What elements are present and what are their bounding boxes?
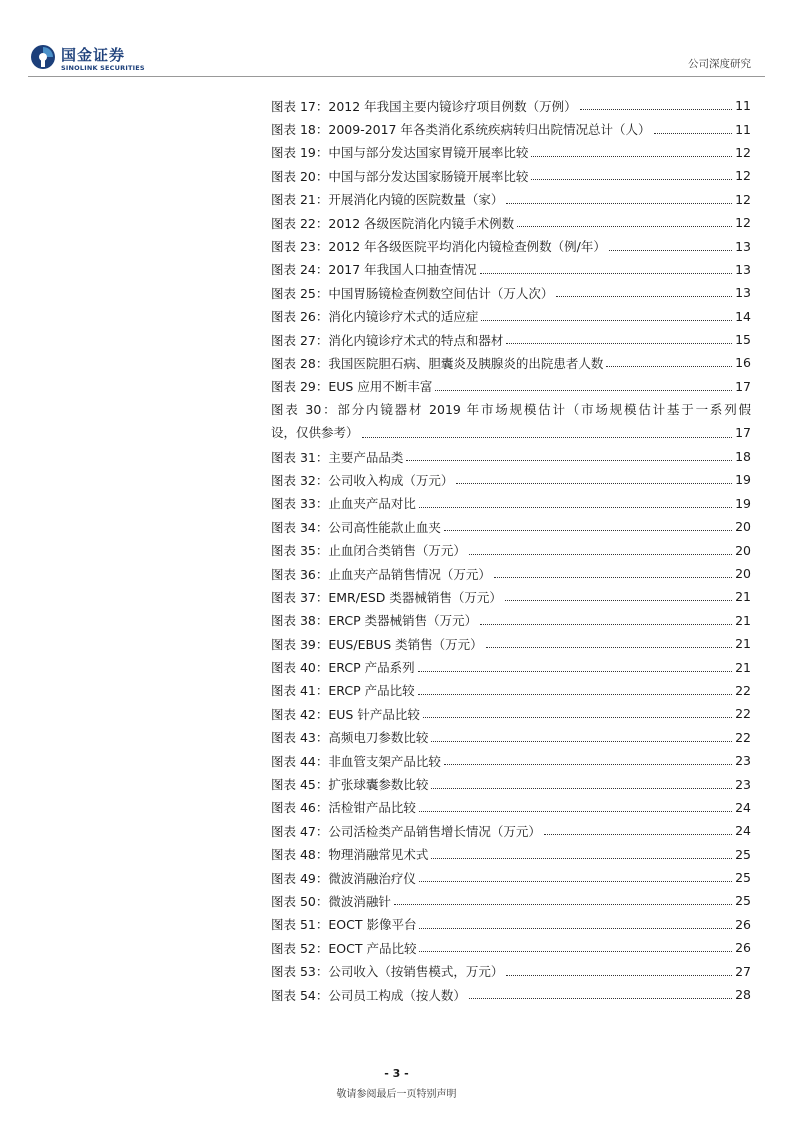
toc-leader (431, 858, 732, 859)
toc-entry-title: 图表 41：ERCP 产品比较 (271, 683, 415, 699)
toc-entry[interactable] (271, 632, 751, 655)
toc-entry-page: 21 (735, 636, 751, 652)
toc-leader (419, 507, 732, 508)
toc-leader (362, 437, 733, 438)
toc-entry[interactable] (271, 188, 751, 211)
toc-entry[interactable] (271, 305, 751, 328)
toc-entry-page: 11 (735, 121, 751, 137)
toc-entry-title: 图表 51：EOCT 影像平台 (271, 917, 417, 933)
toc-leader (431, 741, 732, 742)
toc-entry-page: 13 (735, 261, 751, 277)
toc-entry[interactable] (271, 889, 751, 912)
toc-entry[interactable] (271, 445, 751, 468)
toc-entry-title: 图表 32：公司收入构成（万元） (271, 472, 454, 488)
report-type: 公司深度研究 (688, 58, 751, 70)
toc-leader (486, 647, 732, 648)
toc-leader (418, 694, 733, 695)
toc-leader (654, 133, 733, 134)
toc-entry[interactable] (271, 866, 751, 889)
toc-leader (456, 483, 732, 484)
toc-entry-page: 12 (735, 168, 751, 184)
toc-entry-title: 图表 24：2017 年我国人口抽查情况 (271, 262, 477, 278)
toc-entry-title: 图表 17：2012 年我国主要内镜诊疗项目例数（万例） (271, 98, 577, 114)
toc-entry-page: 27 (735, 963, 751, 979)
toc-entry-page: 23 (735, 776, 751, 792)
toc-entry-title: 图表 47：公司活检类产品销售增长情况（万元） (271, 823, 541, 839)
toc-entry[interactable] (271, 843, 751, 866)
disclaimer-note: 敬请参阅最后一页特别声明 (336, 1089, 457, 1100)
toc-entry-page: 20 (735, 519, 751, 535)
toc-entry-page: 25 (735, 893, 751, 909)
toc-entry-wrapped[interactable] (271, 398, 751, 445)
toc-entry-title: 图表 53：公司收入（按销售模式，万元） (271, 964, 504, 980)
toc-entry[interactable] (271, 375, 751, 398)
toc-leader (419, 881, 732, 882)
toc-entry-page: 12 (735, 215, 751, 231)
toc-entry-page: 14 (735, 308, 751, 324)
toc-leader (444, 764, 732, 765)
figure-toc-list (271, 94, 751, 1006)
toc-entry[interactable] (271, 679, 751, 702)
toc-entry-title: 图表 38：ERCP 类器械销售（万元） (271, 613, 478, 629)
toc-leader (423, 717, 732, 718)
toc-entry[interactable] (271, 819, 751, 842)
toc-leader (531, 179, 732, 180)
toc-entry-title: 图表 28：我国医院胆石病、胆囊炎及胰腺炎的出院患者人数 (271, 355, 604, 371)
toc-entry[interactable] (271, 585, 751, 608)
toc-entry-page: 24 (735, 823, 751, 839)
toc-leader (609, 250, 732, 251)
toc-leader (419, 811, 732, 812)
toc-leader (419, 951, 732, 952)
toc-entry[interactable] (271, 164, 751, 187)
logo-text-cn: 国金证券 (61, 46, 126, 64)
toc-leader (419, 928, 732, 929)
toc-leader (506, 343, 732, 344)
toc-entry-page: 22 (735, 682, 751, 698)
toc-entry[interactable] (271, 492, 751, 515)
sinolink-logo-icon (30, 44, 56, 70)
toc-leader (505, 600, 732, 601)
toc-entry-title: 图表 44：非血管支架产品比较 (271, 753, 441, 769)
toc-entry-title: 图表 22：2012 各级医院消化内镜手术例数 (271, 215, 515, 231)
toc-entry-page: 20 (735, 542, 751, 558)
toc-entry[interactable] (271, 959, 751, 982)
toc-entry-page: 11 (735, 98, 751, 114)
toc-entry[interactable] (271, 515, 751, 538)
toc-leader (480, 273, 732, 274)
page-number: - 3 - (384, 1067, 409, 1080)
toc-entry-title-line2: 设，仅供参考） (271, 425, 359, 441)
toc-entry-line2 (271, 421, 751, 444)
toc-entry-page: 17 (735, 378, 751, 394)
toc-leader (531, 156, 732, 157)
toc-leader (506, 975, 732, 976)
toc-entry-title: 图表 25：中国胃肠镜检查例数空间估计（万人次） (271, 285, 554, 301)
toc-entry-page: 22 (735, 706, 751, 722)
toc-entry[interactable] (271, 468, 751, 491)
toc-entry-title: 图表 37：EMR/ESD 类器械销售（万元） (271, 589, 502, 605)
toc-leader (469, 998, 732, 999)
toc-leader (469, 554, 732, 555)
toc-entry[interactable] (271, 702, 751, 725)
toc-entry-title: 图表 45：扩张球囊参数比较 (271, 777, 429, 793)
toc-entry-title: 图表 46：活检钳产品比较 (271, 800, 416, 816)
toc-leader (556, 296, 732, 297)
logo-text-en: SINOLINK SECURITIES (61, 64, 145, 72)
toc-entry-page: 21 (735, 612, 751, 628)
toc-leader (418, 671, 733, 672)
toc-entry[interactable] (271, 211, 751, 234)
toc-leader (394, 904, 732, 905)
toc-leader (580, 109, 732, 110)
page-header (0, 0, 793, 80)
toc-entry-page: 25 (735, 870, 751, 886)
toc-entry-page: 18 (735, 449, 751, 465)
toc-entry[interactable] (271, 281, 751, 304)
toc-entry-page: 22 (735, 729, 751, 745)
toc-leader (606, 366, 732, 367)
toc-entry-title: 图表 40：ERCP 产品系列 (271, 660, 415, 676)
toc-entry-title: 图表 39：EUS/EBUS 类销售（万元） (271, 636, 483, 652)
toc-entry[interactable] (271, 538, 751, 561)
toc-leader (517, 226, 732, 227)
toc-entry[interactable] (271, 351, 751, 374)
toc-leader (431, 788, 732, 789)
toc-entry-page: 19 (735, 495, 751, 511)
toc-entry-page: 24 (735, 799, 751, 815)
header-divider (28, 76, 765, 77)
toc-leader (481, 320, 732, 321)
toc-entry[interactable] (271, 117, 751, 140)
toc-entry[interactable] (271, 749, 751, 772)
toc-entry-page: 13 (735, 285, 751, 301)
toc-leader (444, 530, 732, 531)
toc-entry[interactable] (271, 936, 751, 959)
toc-entry[interactable] (271, 328, 751, 351)
toc-entry-page: 23 (735, 753, 751, 769)
toc-entry[interactable] (271, 772, 751, 795)
toc-entry-title: 图表 34：公司高性能款止血夹 (271, 519, 441, 535)
toc-entry-page: 26 (735, 940, 751, 956)
toc-leader (480, 624, 732, 625)
toc-leader (406, 460, 732, 461)
toc-entry-title: 图表 52：EOCT 产品比较 (271, 940, 417, 956)
toc-entry-page: 21 (735, 589, 751, 605)
toc-entry[interactable] (271, 983, 751, 1006)
toc-entry-page: 28 (735, 987, 751, 1003)
toc-entry[interactable] (271, 94, 751, 117)
toc-entry-title: 图表 23：2012 年各级医院平均消化内镜检查例数（例/年） (271, 239, 606, 255)
toc-entry-page: 17 (735, 425, 751, 441)
toc-entry-title: 图表 49：微波消融治疗仪 (271, 870, 416, 886)
toc-leader (494, 577, 732, 578)
toc-entry[interactable] (271, 913, 751, 936)
toc-entry-title: 图表 42：EUS 针产品比较 (271, 706, 420, 722)
toc-entry-page: 12 (735, 144, 751, 160)
toc-entry-title: 图表 27：消化内镜诊疗术式的特点和器材 (271, 332, 504, 348)
toc-entry-page: 25 (735, 846, 751, 862)
toc-entry-title: 图表 26：消化内镜诊疗术式的适应症 (271, 309, 479, 325)
toc-entry[interactable] (271, 609, 751, 632)
toc-leader (435, 390, 732, 391)
toc-entry-title: 图表 18：2009-2017 年各类消化系统疾病转归出院情况总计（人） (271, 122, 651, 138)
toc-entry-title: 图表 50：微波消融针 (271, 893, 391, 909)
toc-entry-page: 21 (735, 659, 751, 675)
toc-entry-title: 图表 20：中国与部分发达国家肠镜开展率比较 (271, 168, 529, 184)
toc-entry-page: 16 (735, 355, 751, 371)
toc-entry-page: 15 (735, 332, 751, 348)
toc-entry-title: 图表 48：物理消融常见术式 (271, 847, 429, 863)
toc-entry-title-line1: 图表 30：部分内镜器材 2019 年市场规模估计（市场规模估计基于一系列假 (271, 402, 751, 418)
toc-entry-title: 图表 21：开展消化内镜的医院数量（家） (271, 192, 504, 208)
toc-entry-page: 26 (735, 916, 751, 932)
toc-entry[interactable] (271, 141, 751, 164)
toc-entry-title: 图表 33：止血夹产品对比 (271, 496, 416, 512)
toc-entry-title: 图表 54：公司员工构成（按人数） (271, 987, 466, 1003)
toc-entry[interactable] (271, 726, 751, 749)
toc-entry-page: 12 (735, 191, 751, 207)
toc-entry-page: 13 (735, 238, 751, 254)
toc-entry-title: 图表 43：高频电刀参数比较 (271, 730, 429, 746)
toc-entry-page: 19 (735, 472, 751, 488)
toc-entry[interactable] (271, 655, 751, 678)
toc-entry-title: 图表 31：主要产品品类 (271, 449, 404, 465)
toc-entry-title: 图表 36：止血夹产品销售情况（万元） (271, 566, 491, 582)
toc-entry[interactable] (271, 258, 751, 281)
toc-leader (544, 834, 732, 835)
toc-entry[interactable] (271, 562, 751, 585)
toc-entry[interactable] (271, 796, 751, 819)
toc-entry-title: 图表 35：止血闭合类销售（万元） (271, 543, 466, 559)
toc-entry-page: 20 (735, 566, 751, 582)
toc-entry-title: 图表 29：EUS 应用不断丰富 (271, 379, 433, 395)
toc-entry-title: 图表 19：中国与部分发达国家胃镜开展率比较 (271, 145, 529, 161)
toc-entry[interactable] (271, 234, 751, 257)
toc-leader (506, 203, 732, 204)
